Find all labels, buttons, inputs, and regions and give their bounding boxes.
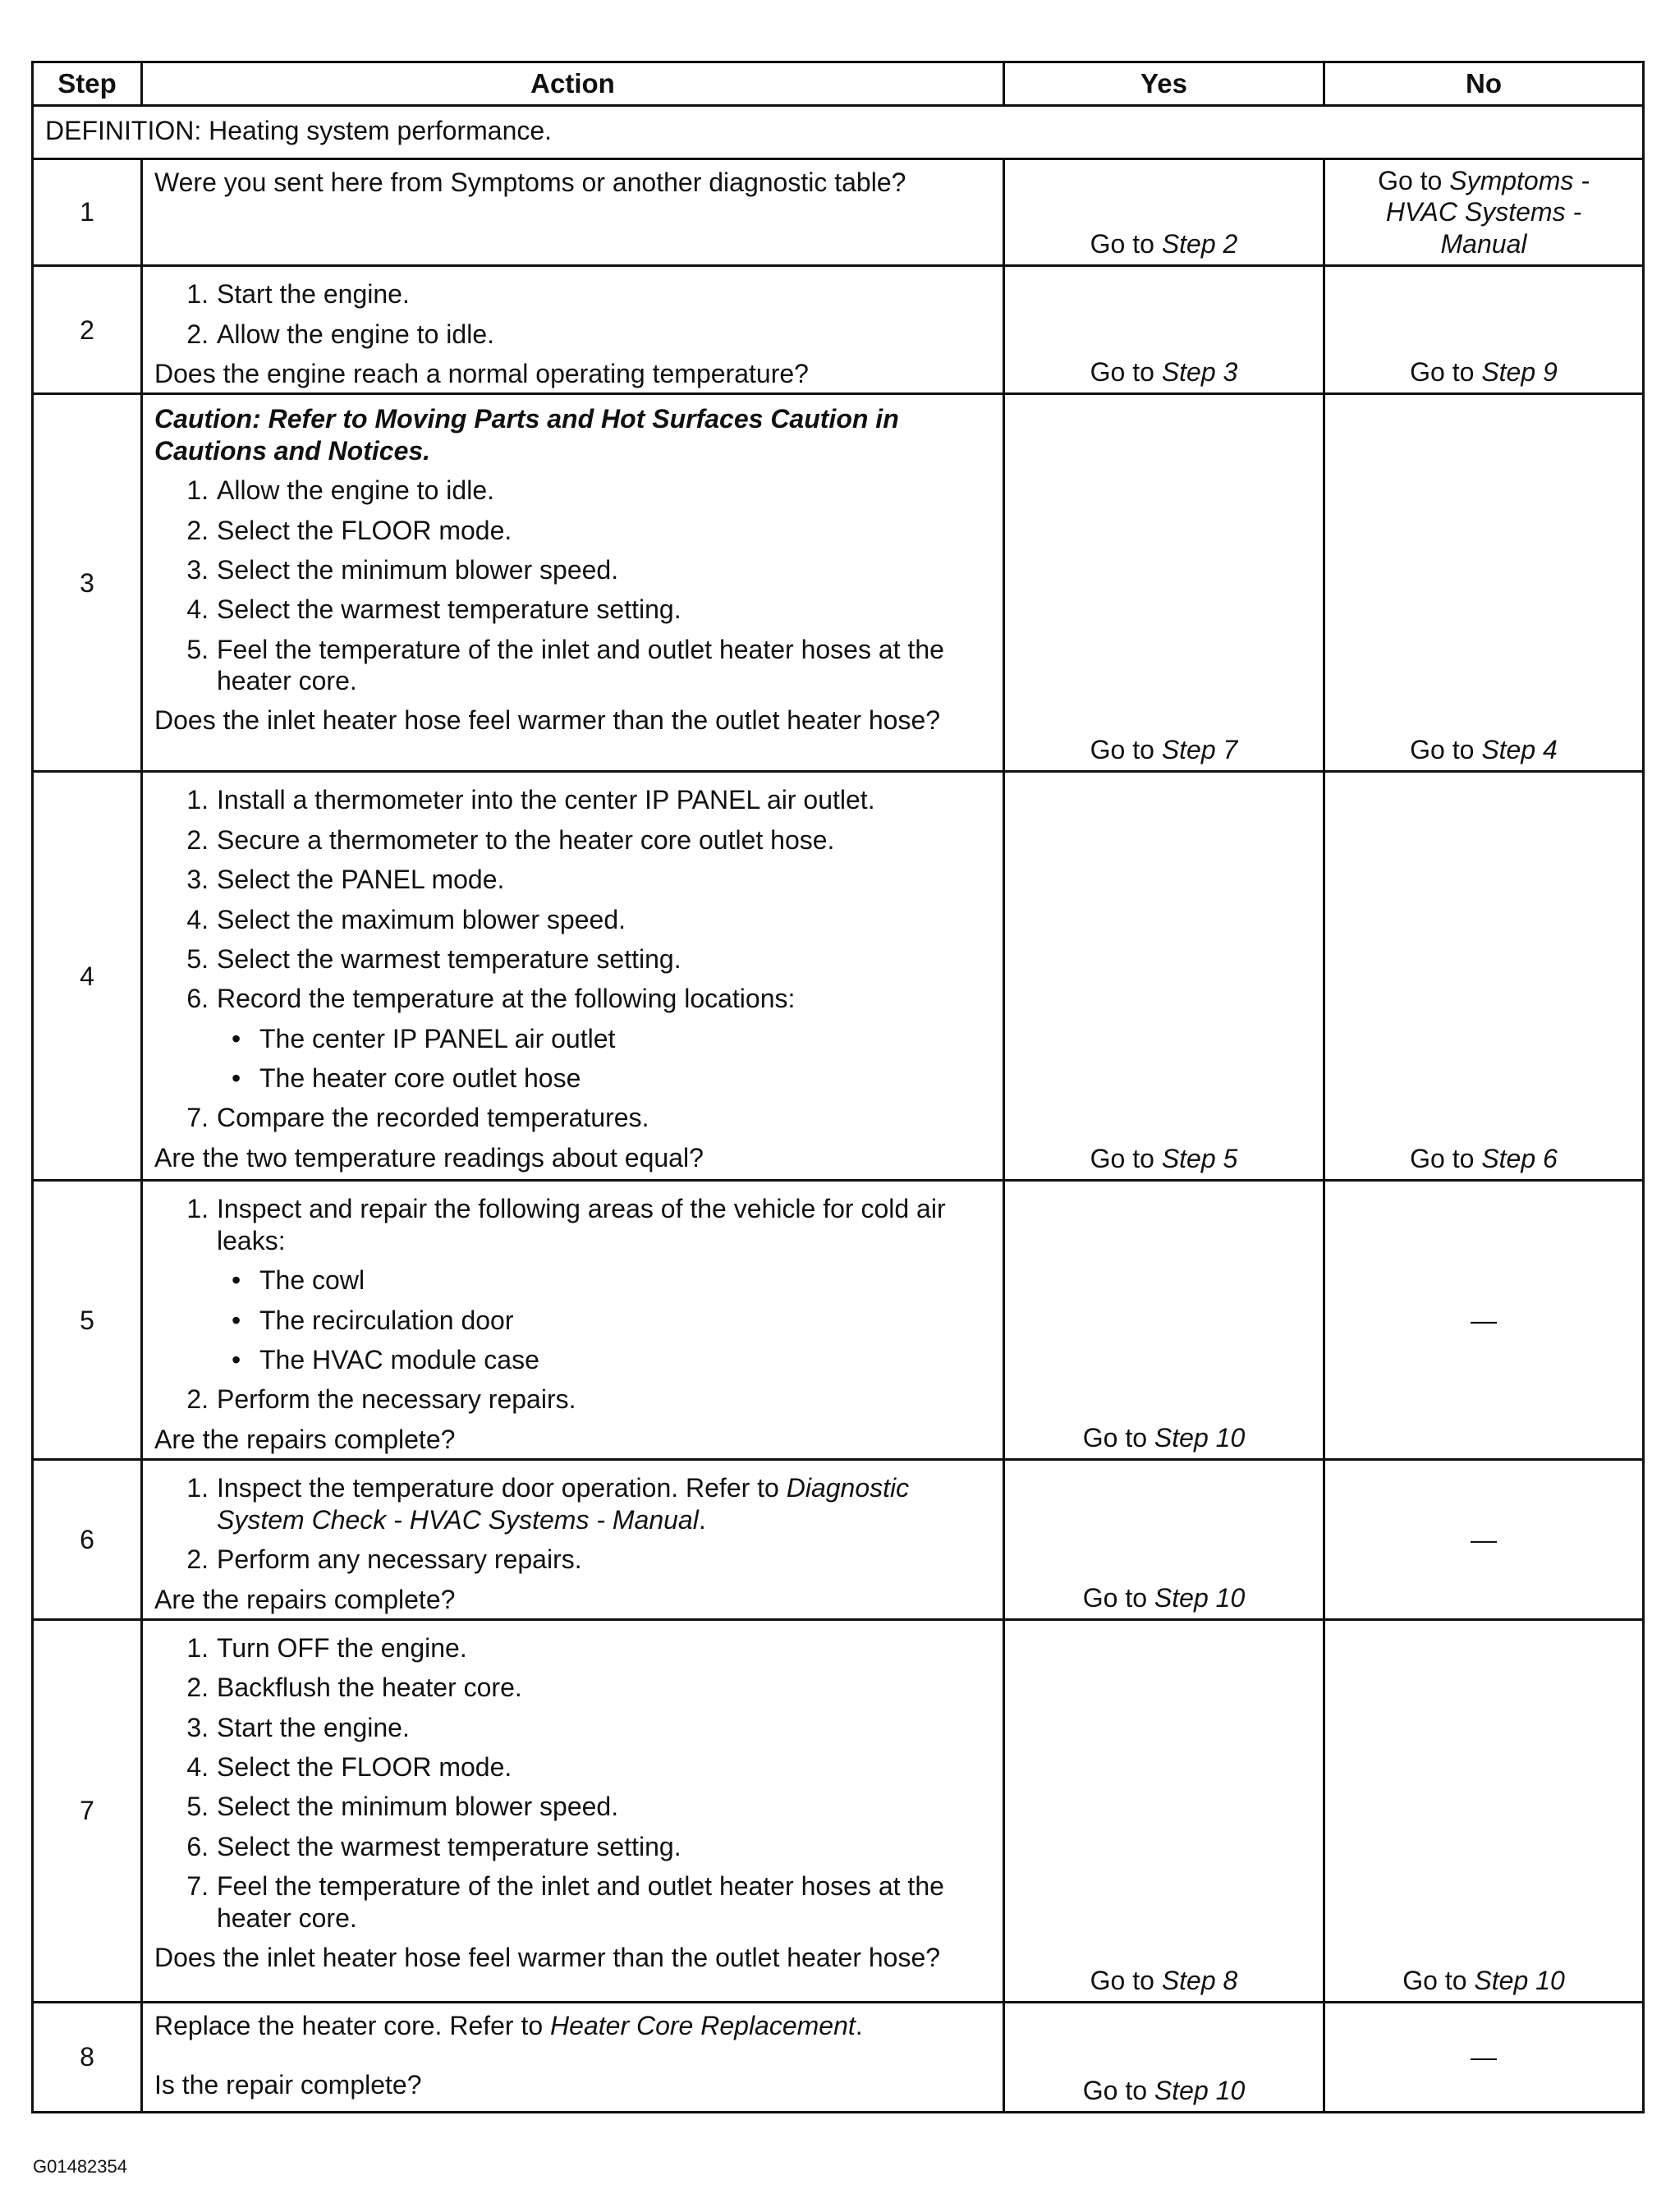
action-cell (142, 1460, 1004, 1620)
question-text: Is the repair complete? (154, 2070, 422, 2100)
no-cell: Go to Step 6 (1324, 772, 1644, 1181)
symptoms-ref: Manual (1440, 228, 1527, 259)
list-item: 3. Start the engine. (186, 1712, 410, 1742)
no-cell: — (1324, 1181, 1644, 1460)
action-cell (142, 159, 1004, 266)
table-row (33, 159, 1644, 266)
yes-cell: Go to Step 5 (1004, 772, 1324, 1181)
list-item: 1. Inspect the temperature door operation. Refer to Diagnostic System Check - HVAC Systems - Manual. (186, 1473, 910, 1535)
header-yes: Yes (1004, 62, 1324, 106)
yes-cell: Go to Step 10 (1004, 1460, 1324, 1620)
step-number: 8 (33, 2002, 142, 2112)
list-item: 1. Allow the engine to idle. (186, 475, 494, 506)
list-item: 2. Allow the engine to idle. (186, 319, 494, 349)
yes-cell (1004, 159, 1324, 266)
header-step: Step (33, 62, 142, 106)
question-text: Does the inlet heater hose feel warmer than the outlet heater hose? (154, 705, 941, 736)
list-item: 2. Perform the necessary repairs. (186, 1384, 576, 1415)
list-item: 1. Start the engine. (186, 279, 410, 310)
diagnostic-ref: Diagnostic System Check - HVAC Systems - Manual (217, 1473, 910, 1535)
step-ref: Step 6 (1481, 1143, 1558, 1173)
list-item: 5. Feel the temperature of the inlet and outlet heater hoses at the heater core. (186, 634, 944, 696)
symptoms-ref: HVAC Systems - (1385, 197, 1582, 227)
caution-text: Caution: Refer to Moving Parts and Hot Surfaces Caution in Cautions and Notices. (154, 404, 899, 466)
list-item: 3. Select the minimum blower speed. (186, 554, 619, 585)
list-item: 4. Select the maximum blower speed. (186, 904, 626, 934)
question-text: Does the inlet heater hose feel warmer than the outlet heater hose? (154, 1943, 941, 1973)
question-text: Are the two temperature readings about equal? (154, 1142, 704, 1173)
yes-cell: Go to Step 7 (1004, 394, 1324, 772)
step-number: 3 (33, 394, 142, 772)
question-text: Does the engine reach a normal operating temperature? (154, 358, 809, 388)
step-ref: Step 10 (1154, 1582, 1246, 1613)
bullet-item: • The cowl (154, 1264, 994, 1296)
table-row (33, 394, 1644, 772)
bullet-item: • The HVAC module case (154, 1344, 994, 1375)
step-number: 5 (33, 1181, 142, 1460)
list-item: 6. Record the temperature at the following locations: (186, 984, 796, 1014)
action-cell (142, 2002, 1004, 2112)
action-cell (142, 1619, 1004, 2002)
list-item: 5. Select the minimum blower speed. (186, 1792, 619, 1822)
header-no: No (1324, 62, 1644, 106)
question-text: Are the repairs complete? (154, 1584, 456, 1614)
yes-cell: Go to Step 8 (1004, 1619, 1324, 2002)
step-number: 4 (33, 772, 142, 1181)
table-row (33, 1460, 1644, 1620)
step-ref: Step 10 (1474, 1965, 1565, 1995)
no-cell: Go to Step 10 (1324, 1619, 1644, 2002)
step-number: 2 (33, 266, 142, 394)
list-item: 1. Install a thermometer into the center IP PANEL air outlet. (186, 785, 875, 815)
question-text: Are the repairs complete? (154, 1424, 456, 1454)
definition-row (33, 106, 1644, 159)
list-item: 7. Compare the recorded temperatures. (186, 1103, 649, 1133)
definition-text: DEFINITION: Heating system performance. (33, 106, 1644, 159)
table-row (33, 2002, 1644, 2112)
table-row (33, 772, 1644, 1181)
header-row (33, 62, 1644, 106)
step-number: 6 (33, 1460, 142, 1620)
step-ref: Step 5 (1161, 1143, 1238, 1173)
yes-cell: Go to Step 3 (1004, 266, 1324, 394)
go-to-label: Go to (1090, 228, 1154, 259)
step-ref: Step 2 (1161, 228, 1238, 259)
no-cell: Go to Step 4 (1324, 394, 1644, 772)
action-cell (142, 394, 1004, 772)
list-item: 5. Select the warmest temperature setting. (186, 943, 681, 974)
no-cell: Go to Step 9 (1324, 266, 1644, 394)
step-ref: Step 9 (1481, 356, 1558, 387)
question-text: Were you sent here from Symptoms or another diagnostic table? (154, 168, 906, 197)
step-ref: Step 10 (1154, 2075, 1246, 2105)
step-ref: Step 10 (1154, 1422, 1246, 1452)
bullet-item: • The center IP PANEL air outlet (154, 1023, 994, 1054)
action-text: Replace the heater core. Refer to Heater Core Replacement. (154, 2010, 863, 2040)
bullet-item: • The recirculation door (154, 1305, 994, 1336)
no-cell: — (1324, 2002, 1644, 2112)
no-cell (1324, 159, 1644, 266)
diagnostic-table (31, 61, 1645, 2113)
symptoms-ref: Symptoms - (1449, 166, 1590, 195)
step-ref: Step 7 (1161, 734, 1238, 764)
step-ref: Step 3 (1161, 356, 1238, 387)
yes-cell: Go to Step 10 (1004, 2002, 1324, 2112)
step-number: 1 (33, 159, 142, 266)
no-cell: — (1324, 1460, 1644, 1620)
table-row (33, 1619, 1644, 2002)
header-action: Action (142, 62, 1004, 106)
list-item: 1. Inspect and repair the following areas of the vehicle for cold air leaks: (186, 1194, 946, 1255)
list-item: 2. Perform any necessary repairs. (186, 1544, 582, 1575)
figure-id: G01482354 (33, 2156, 127, 2177)
list-item: 2. Select the FLOOR mode. (186, 515, 512, 545)
replacement-ref: Heater Core Replacement (550, 2010, 856, 2040)
action-cell (142, 772, 1004, 1181)
list-item: 6. Select the warmest temperature setting. (186, 1831, 681, 1861)
list-item: 4. Select the warmest temperature setting. (186, 594, 681, 625)
step-number: 7 (33, 1619, 142, 2002)
yes-cell: Go to Step 10 (1004, 1181, 1324, 1460)
action-cell (142, 1181, 1004, 1460)
step-ref: Step 8 (1161, 1965, 1238, 1995)
list-item: 1. Turn OFF the engine. (186, 1632, 467, 1663)
go-to-label: Go to (1378, 166, 1443, 195)
list-item: 4. Select the FLOOR mode. (186, 1752, 512, 1783)
action-cell (142, 266, 1004, 394)
list-item: 2. Secure a thermometer to the heater core outlet hose. (186, 824, 835, 855)
bullet-item: • The heater core outlet hose (154, 1062, 994, 1094)
table-row (33, 266, 1644, 394)
table-row (33, 1181, 1644, 1460)
list-item: 2. Backflush the heater core. (186, 1673, 522, 1703)
list-item: 7. Feel the temperature of the inlet and outlet heater hoses at the heater core. (186, 1871, 944, 1933)
list-item: 3. Select the PANEL mode. (186, 865, 505, 895)
step-ref: Step 4 (1481, 734, 1558, 764)
